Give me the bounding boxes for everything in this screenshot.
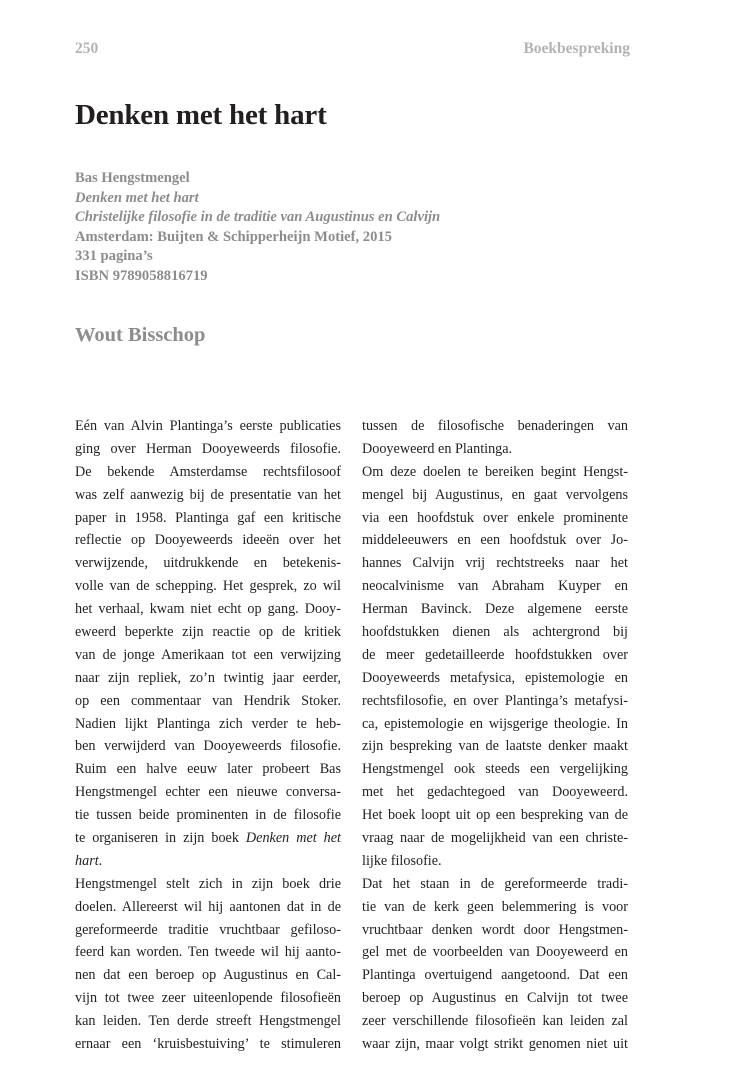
running-head [75, 40, 630, 62]
text-line: Plantinga overtuigend aangetoond. Dat een [362, 967, 628, 984]
book-publisher: Amsterdam: Buijten & Schipperheijn Motief, 2015 [75, 228, 392, 245]
text-line: tussen de filosofische benaderingen van [362, 418, 628, 434]
text-line: lijke filosofie. [362, 852, 442, 869]
text-line: naar zijn repliek, zo’n twintig jaar eerder, [75, 669, 341, 686]
book-isbn: ISBN 9789058816719 [75, 267, 208, 284]
text-line [75, 850, 341, 873]
page-number: 250 [75, 40, 99, 57]
text-line: eweerd beperkte zijn reactie op de kritiek [75, 624, 341, 641]
text-line: Dooyeweerd en Plantinga. [362, 440, 513, 457]
text-fragment: . [98, 852, 103, 869]
body-column-right [362, 415, 628, 1056]
text-line: met het gedachtegoed van Dooyeweerd. [362, 784, 628, 801]
text-line: hannes Calvijn vrij rechtstreeks naar het [362, 555, 628, 572]
text-line: Eén van Alvin Plantinga’s eerste publicaties [75, 418, 341, 434]
article-title: Denken met het hart [75, 99, 327, 131]
text-line: volle van de schepping. Het gesprek, zo wil [75, 578, 341, 595]
text-line: beroep op Augustinus en Calvijn tot twee [362, 990, 628, 1007]
text-line: via een hoofdstuk over enkele prominente [362, 509, 628, 526]
text-line: waar zijn, maar volgt strikt genomen niet uit [362, 1036, 628, 1053]
text-line-with-book-title [75, 827, 341, 850]
text-line: vraag naar de mogelijkheid van een christe- [362, 830, 628, 847]
text-line: neocalvinisme van Abraham Kuyper en [362, 578, 628, 595]
book-pages: 331 pagina’s [75, 248, 153, 265]
text-line: verwijzende, uitdrukkende en betekenis- [75, 555, 341, 572]
text-line: gel met de voorbeelden van Dooyeweerd en [362, 944, 628, 961]
book-bibliography [75, 169, 440, 287]
text-line: feerd kan worden. Ten tweede wil hij aanto- [75, 944, 341, 961]
text-line: het verhaal, kwam niet echt op gang. Dooy- [75, 601, 341, 618]
text-line: vruchtbaar denken wordt door Hengstmen- [362, 921, 628, 938]
text-line: Dooyeweerds metafysica, epistemologie en [362, 669, 628, 686]
text-line: Om deze doelen te bereiken begint Hengst- [362, 463, 628, 480]
book-title: Denken met het hart [75, 189, 199, 206]
body-column-left [75, 415, 341, 1056]
text-line: De bekende Amsterdamse rechtsfilosoof [75, 463, 341, 480]
text-line: paper in 1958. Plantinga gaf een kritische [75, 509, 341, 526]
text-line: ca, epistemologie en wijsgerige theologie. In [362, 715, 628, 732]
text-line: zijn bespreking van de laatste denker maakt [362, 738, 628, 755]
text-line: Ruim een halve eeuw later probeert Bas [75, 761, 341, 778]
text-line: reflectie op Dooyeweerds ideeën over het [75, 532, 341, 549]
reviewer-name: Wout Bisschop [75, 324, 206, 346]
text-line: gereformeerde traditie vruchtbaar gefiloso- [75, 921, 341, 938]
text-line: mengel bij Augustinus, en gaat vervolgens [362, 486, 628, 503]
text-line: Hengstmengel echter een nieuwe conversa- [75, 784, 341, 801]
text-line: zeer verschillende filosofieën kan leiden zal [362, 1013, 628, 1030]
text-line: de meer gedetailleerde hoofdstukken over [362, 646, 628, 663]
text-line: op een commentaar van Hendrik Stoker. [75, 692, 341, 709]
text-line: ben verwijderd van Dooyeweerds filosofie. [75, 738, 341, 755]
text-fragment: te organiseren in zijn boek [75, 830, 239, 847]
text-line: middeleeuwers en een hoofdstuk over Jo- [362, 532, 628, 549]
book-title-inline-end: hart [75, 852, 99, 869]
text-line: Het boek loopt uit op een bespreking van de [362, 807, 628, 824]
text-line: Herman Bavinck. Deze algemene eerste [362, 601, 628, 618]
section-title: Boekbespreking [523, 40, 630, 57]
text-line: tie van de kerk geen belemmering is voor [362, 898, 628, 915]
book-title-inline: Denken met het [245, 830, 341, 847]
text-line: Hengstmengel ook steeds een vergelijking [362, 761, 628, 778]
text-line: rechtsfilosofie, en over Plantinga’s metafysi- [362, 692, 628, 709]
text-line: ging over Herman Dooyeweerds filosofie. [75, 440, 341, 457]
text-line: was zelf aanwezig bij de presentatie van het [75, 486, 341, 503]
text-line: nen dat een beroep op Augustinus en Cal- [75, 967, 341, 984]
text-line: vijn tot twee zeer uiteenlopende filosofieën [75, 990, 341, 1007]
text-line: hoofdstukken dienen als achtergrond bij [362, 624, 628, 641]
text-line: Hengstmengel stelt zich in zijn boek drie [75, 875, 341, 892]
text-line: Nadien lijkt Plantinga zich verder te heb- [75, 715, 341, 732]
text-line: van de jonge Amerikaan tot een verwijzing [75, 646, 341, 663]
text-line: tie tussen beide prominenten in de filosofie [75, 807, 341, 824]
text-line: doelen. Allereerst wil hij aantonen dat in de [75, 898, 341, 915]
text-line: Dat het staan in de gereformeerde tradi- [362, 875, 628, 892]
text-line: ernaar een ‘kruisbestuiving’ te stimuleren [75, 1036, 341, 1053]
text-line: kan leiden. Ten derde streeft Hengstmengel [75, 1013, 341, 1030]
book-subtitle: Christelijke filosofie in de traditie van Augustinus en Calvijn [75, 209, 441, 226]
book-author: Bas Hengstmengel [75, 170, 190, 186]
